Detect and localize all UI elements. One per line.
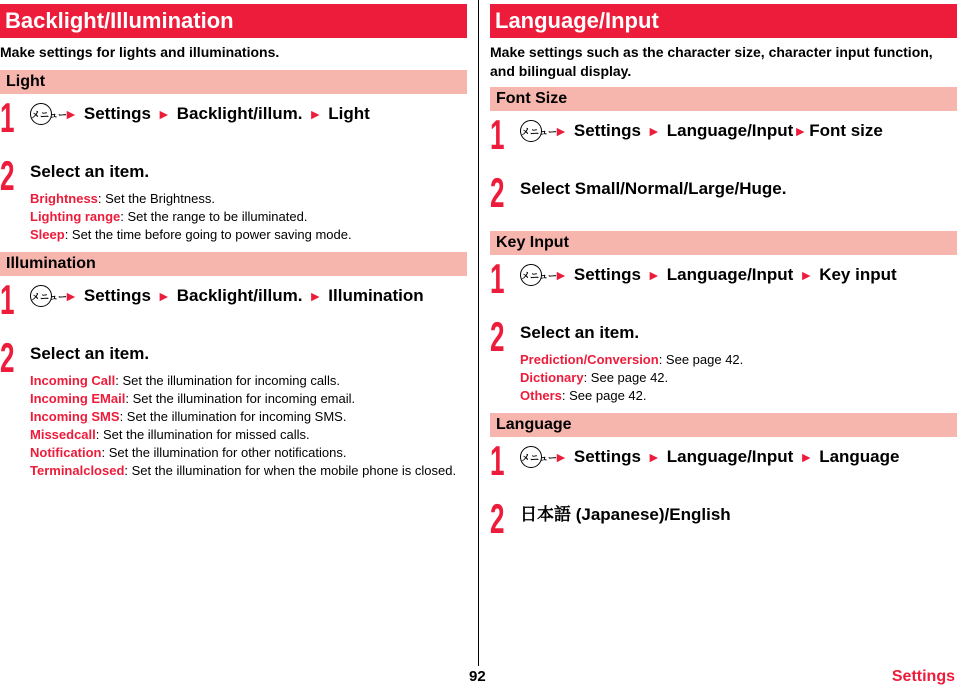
step-instruction (30, 102, 467, 126)
column-divider (478, 0, 479, 666)
section-intro: Make settings for lights and illuminations. (0, 44, 280, 60)
step-number: 1 (490, 437, 505, 484)
item-list (30, 190, 467, 244)
step-2 (490, 313, 957, 405)
arrow-icon: ► (64, 288, 78, 304)
item-list (520, 351, 957, 405)
arrow-icon: ► (646, 123, 661, 139)
step-number: 1 (490, 111, 505, 158)
list-item: Notification: Set the illumination for other notifications. (30, 445, 347, 460)
step-instruction (520, 263, 957, 287)
step-1 (490, 111, 957, 158)
arrow-icon: ► (646, 267, 661, 283)
step-1 (490, 437, 957, 484)
step-1 (0, 276, 467, 323)
list-item: Sleep: Set the time before going to power saving mode. (30, 227, 352, 242)
arrow-icon: ► (554, 123, 568, 139)
arrow-icon: ► (64, 106, 78, 122)
menu-key-icon: メニュー (30, 103, 52, 125)
step-number: 2 (0, 334, 15, 381)
path-item: Language/Input (666, 265, 794, 284)
list-item: Others: See page 42. (520, 388, 647, 403)
list-item: Prediction/Conversion: See page 42. (520, 352, 744, 367)
step-number: 2 (490, 169, 505, 216)
section-title-language: Language/Input (490, 4, 957, 38)
step-instruction: Select Small/Normal/Large/Huge. (520, 179, 787, 198)
step-number: 1 (490, 255, 505, 302)
menu-key-icon: メニュー (30, 285, 52, 307)
list-item: Brightness: Set the Brightness. (30, 191, 215, 206)
menu-key-icon: メニュー (520, 264, 542, 286)
step-instruction (520, 119, 957, 143)
arrow-icon: ► (156, 288, 171, 304)
step-instruction: Select an item. (30, 162, 150, 181)
path-item: Settings (573, 265, 641, 284)
step-instruction (30, 284, 467, 308)
path-item: Backlight/illum. (176, 104, 303, 123)
arrow-icon: ► (308, 288, 323, 304)
arrow-icon: ► (646, 449, 661, 465)
path-item: Backlight/illum. (176, 286, 303, 305)
arrow-icon: ► (554, 449, 568, 465)
list-item: Dictionary: See page 42. (520, 370, 669, 385)
step-number: 1 (0, 94, 15, 141)
page-number: 92 (469, 668, 486, 685)
path-item: Settings (573, 121, 641, 140)
item-list (30, 372, 467, 480)
step-number: 1 (0, 276, 15, 323)
step-2 (0, 334, 467, 480)
list-item: Incoming Call: Set the illumination for incoming calls. (30, 373, 340, 388)
step-2 (490, 495, 957, 542)
step-instruction: 日本語 (Japanese)/English (520, 505, 731, 524)
section-intro: Make settings such as the character size, character input function, and bilingual display. (490, 44, 933, 79)
list-item: Lighting range: Set the range to be illuminated. (30, 209, 308, 224)
section-title-backlight: Backlight/Illumination (0, 4, 467, 38)
arrow-icon: ► (799, 449, 814, 465)
left-column (0, 4, 467, 480)
path-item: Light (328, 104, 370, 123)
list-item: Missedcall: Set the illumination for missed calls. (30, 427, 310, 442)
step-2 (0, 152, 467, 244)
path-item: Settings (83, 286, 151, 305)
step-number: 2 (490, 495, 505, 542)
right-column (490, 4, 957, 542)
arrow-icon: ► (554, 267, 568, 283)
list-item: Incoming EMail: Set the illumination for incoming email. (30, 391, 356, 406)
path-item: Font size (809, 121, 883, 140)
path-item: Settings (573, 447, 641, 466)
step-instruction: Select an item. (30, 344, 150, 363)
subsection-light: Light (0, 70, 467, 94)
menu-key-icon: メニュー (520, 120, 542, 142)
step-1 (490, 255, 957, 302)
path-item: Settings (83, 104, 151, 123)
list-item: Incoming SMS: Set the illumination for incoming SMS. (30, 409, 347, 424)
subsection-language: Language (490, 413, 957, 437)
arrow-icon: ► (793, 123, 808, 139)
path-item: Language/Input (666, 121, 794, 140)
arrow-icon: ► (156, 106, 171, 122)
arrow-icon: ► (799, 267, 814, 283)
subsection-key-input: Key Input (490, 231, 957, 255)
menu-key-icon: メニュー (520, 446, 542, 468)
step-number: 2 (490, 313, 505, 360)
subsection-illumination: Illumination (0, 252, 467, 276)
step-instruction (520, 445, 957, 469)
subsection-font-size: Font Size (490, 87, 957, 111)
step-2 (490, 169, 957, 216)
path-item: Key input (819, 265, 897, 284)
step-instruction: Select an item. (520, 323, 640, 342)
list-item: Terminalclosed: Set the illumination for when the mobile phone is closed. (30, 463, 457, 478)
path-item: Illumination (328, 286, 424, 305)
path-item: Language/Input (666, 447, 794, 466)
path-item: Language (819, 447, 900, 466)
chapter-label: Settings (891, 668, 955, 685)
arrow-icon: ► (308, 106, 323, 122)
step-1 (0, 94, 467, 141)
step-number: 2 (0, 152, 15, 199)
